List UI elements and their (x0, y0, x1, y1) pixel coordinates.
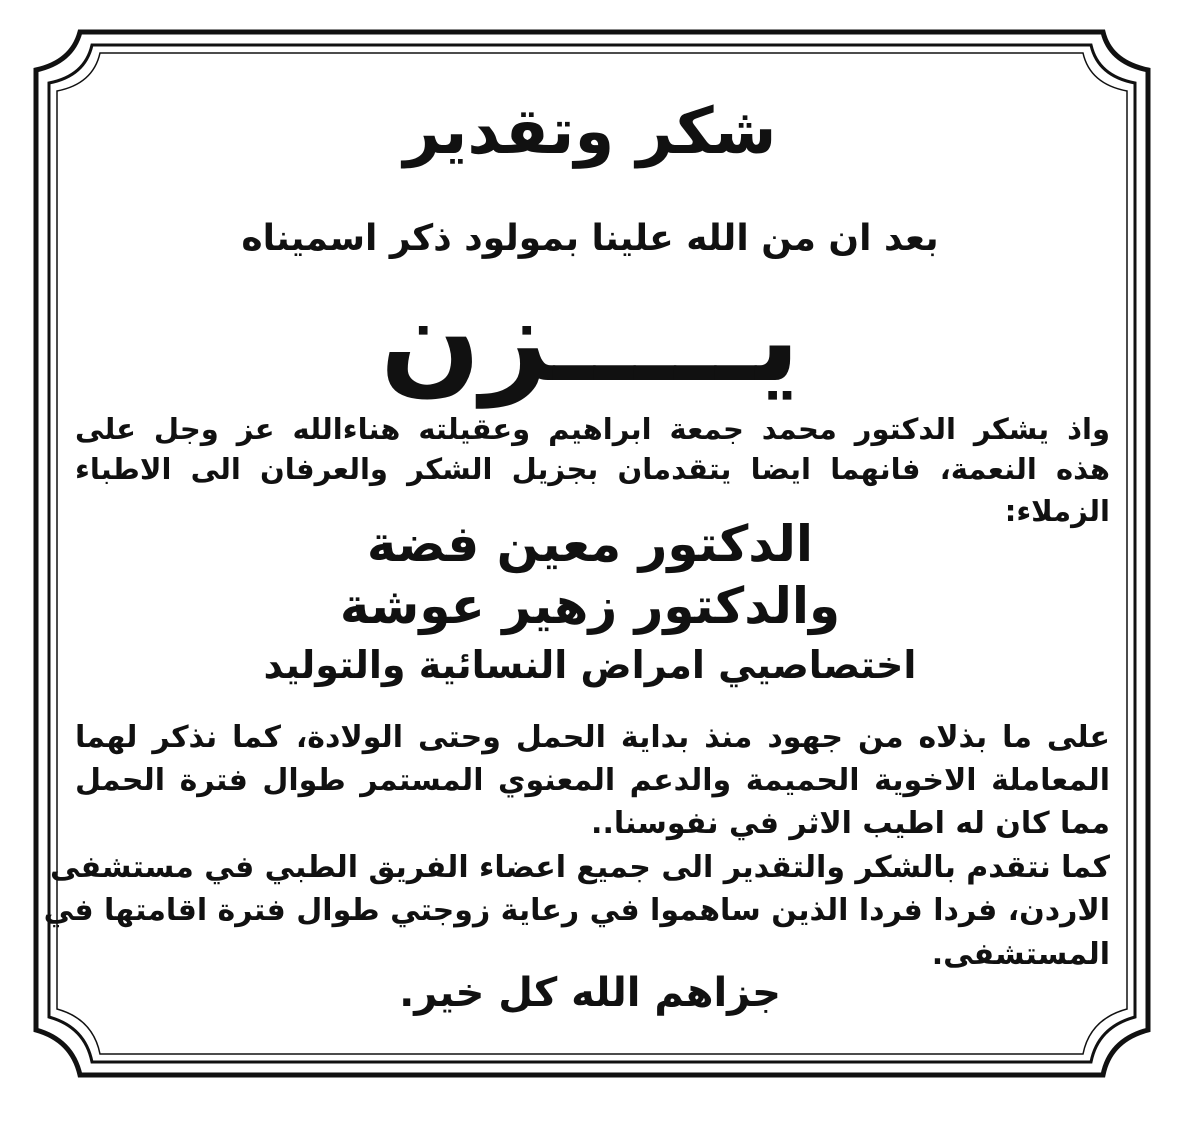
doctor-name: والدكتور زهير عوشة (339, 577, 841, 635)
paragraph3-line: كما نتقدم بالشكر والتقدير الى جميع اعضاء الفريق الطبي في مستشفى (49, 850, 1110, 885)
doctor-name: الدكتور معين فضة (366, 515, 814, 573)
paragraph3-line: المستشفى. (931, 937, 1110, 972)
paragraph1-line: هذه النعمة، فانهما ايضا يتقدمان بجزيل الشكر والعرفان الى الاطباء (75, 452, 1110, 486)
ad-title: شكر وتقدير (403, 95, 777, 169)
paragraph2-line: المعاملة الاخوية الحميمة والدعم المعنوي المستمر طوال فترة الحمل (75, 763, 1110, 798)
paragraph1-line: واذ يشكر الدكتور محمد جمعة ابراهيم وعقيلته هناءالله عز وجل على (75, 412, 1110, 446)
intro-line: بعد ان من الله علينا بمولود ذكر اسميناه (241, 218, 939, 259)
doctors-specialty: اختصاصيي امراض النسائية والتوليد (263, 643, 917, 687)
paragraph2-line: مما كان له اطيب الاثر في نفوسنا.. (591, 806, 1110, 841)
paragraph3-line: الاردن، فردا فردا الذين ساهموا في رعاية زوجتي طوال فترة اقامتها في (43, 893, 1110, 928)
paragraph1-line: الزملاء: (1004, 494, 1110, 528)
closing-line: جزاهم الله كل خير. (399, 970, 781, 1016)
baby-name: يـــــزن (379, 270, 801, 408)
paragraph2-line: على ما بذلاه من جهود منذ بداية الحمل وحتى الولادة، كما نذكر لهما (75, 720, 1110, 755)
